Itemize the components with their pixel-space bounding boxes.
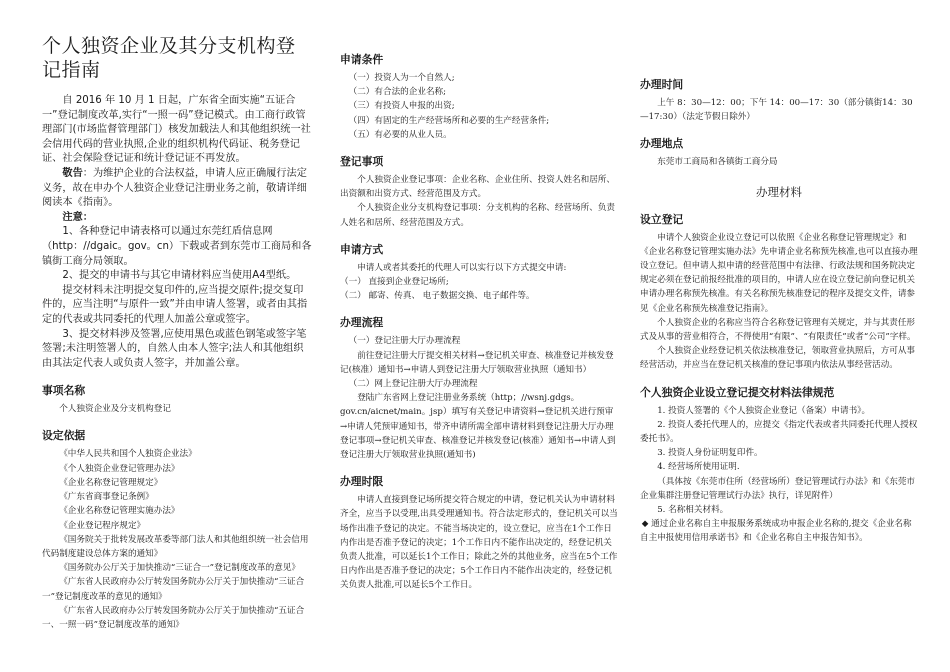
page-title: 个人独资企业及其分支机构登记指南 — [42, 35, 296, 81]
location-text: 东莞市工商局和各镇街工商分局 — [657, 157, 778, 168]
spec-item: 2. 投资人委托代理人的，应提交《指定代表或者共同委托代理人授权委托书》。 — [640, 419, 918, 445]
basis-item: 《国务院办公厅关于加快推动“三证合一”登记制度改革的意见》 — [59, 563, 301, 574]
notice-item: 3、提交材料涉及签署,应使用黑色或蓝色钢笔或签字笔签署;未注明签署人的，自然人由本人签字;法人和其他组织由其法定代表人或负责人签字，并加盖公章。 — [42, 328, 307, 369]
notice-item: 提交材料未注明提交复印件的,应当提交原件;提交复印件的，应当注明“与原件一致”并由申请人签署，或者由其指定的代表或共同委托的代理人加盖公章或签字。 — [42, 284, 308, 325]
process-heading: 办理流程 — [340, 316, 384, 330]
condition-item: （四）有固定的生产经营场所和必要的生产经营条件; — [348, 115, 550, 126]
basis-item: 《广东省商事登记条例》 — [59, 492, 154, 503]
basis-heading: 设定依据 — [42, 429, 86, 443]
item-name-text: 个人独资企业及分支机构登记 — [59, 404, 171, 415]
basis-item: 《企业名称登记管理实施办法》 — [59, 506, 180, 517]
hours-heading: 办理时间 — [640, 78, 684, 91]
intro-paragraph: 自 2016 年 10 月 1 日起，广东省全面实施“五证合一”登记制度改革,实行“一照一码”登记模式。由工商行政管理部门(市场监督管理部门）核发加载法人和其他组织统一社会信用代码的营业执照,企业的组织机构代码证、税务登记证、社会保险登记证和统计登记证不再发放。 — [42, 95, 311, 165]
condition-item: （五）有必要的从业人员。 — [348, 129, 452, 140]
basis-item: 《中华人民共和国个人独资企业法》 — [59, 449, 197, 460]
process-sub1-text: 前往登记注册大厅提交相关材料→登记机关审查、核准登记并核发登记(核准）通知书→申请人到登记注册大厅领取营业执照（通知书） — [340, 350, 614, 375]
notice-label: 注意： — [62, 211, 93, 223]
respect-text: 为维护企业的合法权益，申请人应正确履行法定义务，故在申办个人独资企业登记注册业务之前，敬请详细阅读本《指南》。 — [42, 167, 307, 209]
item-name-heading: 事项名称 — [42, 384, 86, 398]
period-heading: 办理时限 — [340, 475, 384, 489]
basis-item: 《企业登记程序规定》 — [59, 520, 146, 531]
period-text: 申请人直接到登记场所提交符合规定的申请，登记机关认为申请材料齐全，应当予以受理,出具受理通知书。符合法定形式的，登记机关可以当场作出准予登记的决定。不能当场决定的，设立登记，应当在1个工作日内作出是否准予登记的决定；1个工作日内不能作出决定的，经登记机关负责人批准，可以延长1个工作日；除此之外的其他业务，应当在5个工作日内作出是否准予登记的决定；5个工作日内不能作出决定的，经登记机关负责人批准,可以延长5个工作日。 — [340, 495, 618, 591]
setup-paragraph: 申请个人独资企业设立登记可以依照《企业名称登记管理规定》和《企业名称登记管理实施办法》先申请企业名称预先核准,也可以直接办理设立登记。但申请人拟申请的经营范围中有法律、行政法规和国务院决定规定必须在登记前报经批准的项目的，申请人应在设立登记前向登记机关申请办理名称预先核准。有关名称预先核准登记的程序及提交文件，请参见《企业名称预先核准登记指南》。 — [640, 232, 918, 314]
bullet-icon: ◆ — [641, 519, 652, 530]
condition-item: （三）有投资人申报的出资; — [348, 101, 455, 112]
process-sub1: （一）登记注册大厅办理流程 — [348, 336, 461, 347]
method-item: （一） 直接到企业登记场所; — [340, 277, 449, 288]
setup-paragraph: 个人独资企业经登记机关依法核准登记，领取营业执照后，方可从事经营活动，并应当在登记机关核准的登记事项内依法从事经营活动。 — [640, 346, 916, 371]
process-sub2: （二）网上登记注册大厅办理流程 — [348, 379, 478, 390]
reg-items-heading: 登记事项 — [340, 155, 384, 169]
setup-heading: 设立登记 — [640, 212, 684, 226]
spec-item: 3. 投资人身份证明复印件。 — [657, 448, 763, 459]
materials-heading: 办理材料 — [756, 184, 802, 199]
setup-paragraph: 个人独资企业的名称应当符合名称登记管理有关规定，并与其责任形式及从事的营业相符合，不得使用“有限”、“有限责任”或者“公司”字样。 — [640, 317, 916, 343]
method-text: 申请人或者其委托的代理人可以实行以下方式提交申请: — [357, 262, 567, 273]
condition-item: （二）有合法的企业名称; — [348, 87, 447, 98]
spec-heading: 个人独资企业设立登记提交材料法律规范 — [640, 385, 835, 399]
notice-item: 2、提交的申请书与其它申请材料应当使用A4型纸。 — [62, 270, 297, 282]
spec-item: 1. 投资人签署的《个人独资企业登记（备案）申请书》。 — [657, 405, 871, 416]
basis-item: 《国务院关于批转发展改革委等部门法人和其他组织统一社会信用代码制度建设总体方案的通知》 — [42, 534, 309, 559]
spec-bullet-text: 通过企业名称自主申报服务系统成功申报企业名称的,提交《企业名称自主申报使用信用承诺书》和《企业名称自主申报告知书》。 — [640, 519, 912, 544]
spec-item: 5. 名称相关材料。 — [657, 505, 729, 516]
basis-item: 《个人独资企业登记管理办法》 — [59, 463, 180, 474]
spec-item: 4. 经营场所使用证明. — [657, 462, 740, 473]
respect-paragraph: 敬告：为维护企业的合法权益，申请人应正确履行法定义务，故在申办个人独资企业登记注册业务之前，敬请详细阅读本《指南》。 — [42, 167, 307, 209]
column-3 — [640, 0, 918, 672]
notice-item: 1、各种登记申请表格可以通过东莞红盾信息网（http：//dgaic。gov。cn）下载或者到东莞市工商局和各镇街工商分局领取。 — [42, 226, 312, 267]
hours-text: 上午 8：30—12：00；下午 14：00—17：30（部分镇街14：30—17:30）（法定节假日除外） — [640, 98, 913, 123]
location-heading: 办理地点 — [640, 137, 684, 151]
process-sub2-text: 登陆广东省网上登记注册业务系统（http；//wsnj.gdgs。gov.cn/aicnet/main。jsp）填写有关登记申请资料→登记机关进行预审→申请人凭预审通知书，带齐申请所需全部申请材料到登记注册大厅办理登记事项→登记机关审查、核准登记并核发登记(核准）通知书→申请人到登记注册大厅领取营业执照(通知书) — [340, 393, 616, 461]
spec-item: （具体按《东莞市住所（经营场所）登记管理试行办法》和《东莞市企业集群注册登记管理试行办法》执行，详见附件） — [640, 476, 916, 501]
respect-label: 敬告 — [62, 167, 83, 179]
basis-item: 《广东省人民政府办公厅转发国务院办公厅关于加快推动“五证合一、一照一码”登记制度改革的通知》 — [42, 605, 305, 630]
conditions-heading: 申请条件 — [340, 53, 384, 66]
notice-label-text: 注意 — [62, 211, 83, 223]
condition-item: （一）投资人为一个自然人; — [348, 73, 455, 83]
column-1 — [42, 0, 312, 672]
column-2-content — [340, 33, 618, 672]
reg-item: 个人独资企业登记事项：企业名称、企业住所、投资人姓名和居所、出资额和出资方式、经营范围及方式。 — [340, 175, 616, 200]
reg-item: 个人独资企业分支机构登记事项：分支机构的名称、经营场所、负责人姓名和居所、经营范围及方式。 — [340, 203, 616, 228]
method-heading: 申请方式 — [340, 242, 384, 256]
basis-item: 《企业名称登记管理规定》 — [59, 477, 163, 488]
spec-bullet-item — [640, 517, 918, 545]
basis-item: 《广东省人民政府办公厅转发国务院办公厅关于加快推动“三证合一”登记制度改革的意见的通知》 — [42, 577, 305, 602]
method-item: （二） 邮寄、传真、 电子数据交换、电子邮件等。 — [340, 291, 535, 302]
